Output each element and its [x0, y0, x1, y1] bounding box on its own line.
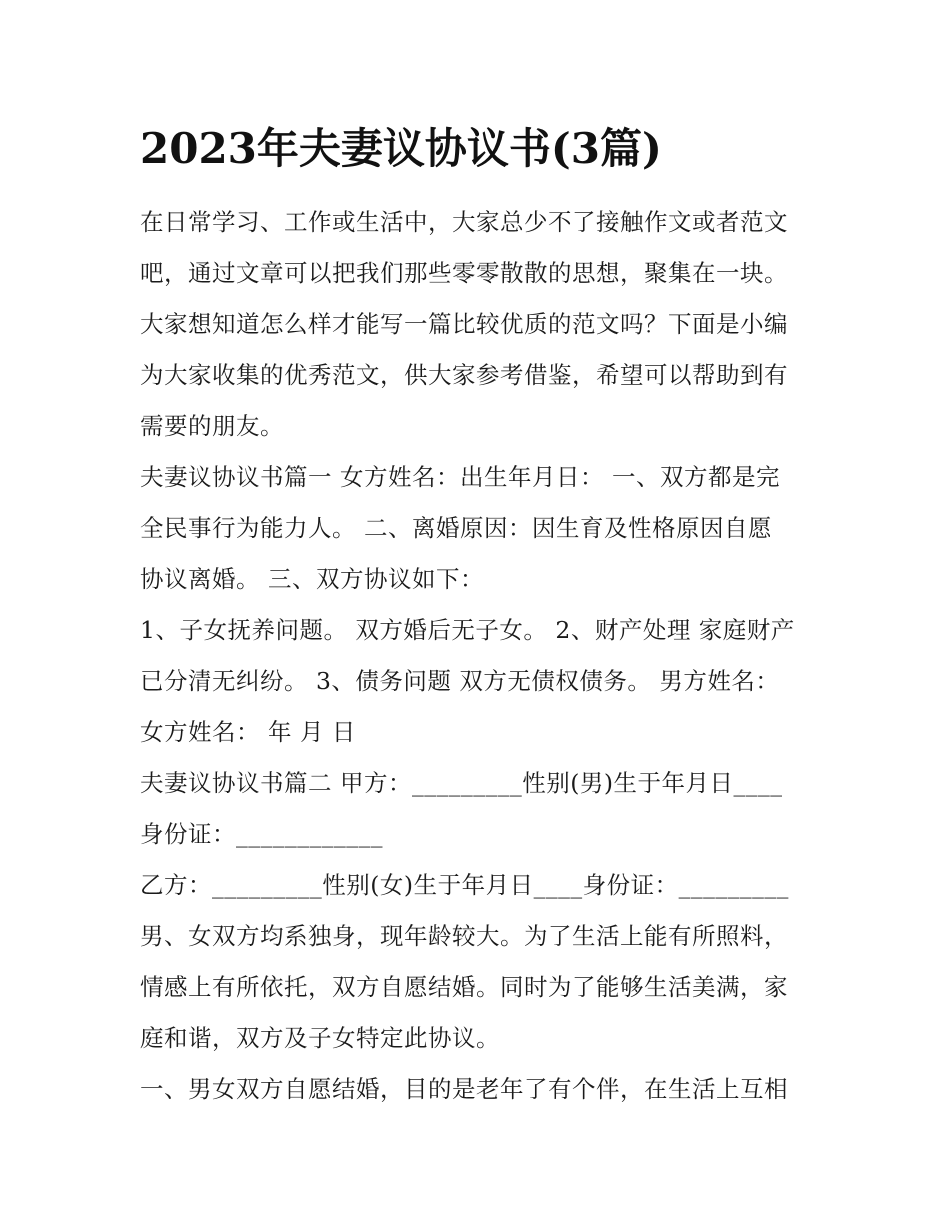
paragraph-line: 在日常学习、工作或生活中，大家总少不了接触作文或者范文 — [140, 208, 788, 236]
paragraph-line: 大家想知道怎么样才能写一篇比较优质的范文吗？下面是小编 — [140, 310, 788, 338]
paragraph-line: 夫妻议协议书篇一 女方姓名：出生年月日： 一、双方都是完 — [140, 463, 780, 491]
paragraph-line: 全民事行为能力人。 二、离婚原因：因生育及性格原因自愿 — [140, 514, 772, 542]
document-title: 2023年夫妻议协议书(3篇) — [140, 124, 662, 173]
paragraph-line: 已分清无纠纷。 3、债务问题 双方无债权债务。 男方姓名： — [140, 667, 780, 695]
paragraph-line: 1、子女抚养问题。 双方婚后无子女。 2、财产处理 家庭财产 — [140, 616, 795, 644]
paragraph-line: 协议离婚。 三、双方协议如下： — [140, 565, 484, 593]
paragraph-line: 情感上有所依托，双方自愿结婚。同时为了能够生活美满，家 — [140, 973, 788, 1001]
paragraph-line: 身份证：____________ — [140, 820, 383, 848]
paragraph-line: 庭和谐，双方及子女特定此协议。 — [140, 1024, 500, 1052]
paragraph-line: 女方姓名： 年 月 日 — [140, 718, 356, 746]
paragraph-line: 男、女双方均系独身，现年龄较大。为了生活上能有所照料， — [140, 922, 788, 950]
paragraph-line: 一、男女双方自愿结婚，目的是老年了有个伴，在生活上互相 — [140, 1075, 788, 1103]
paragraph-line: 乙方：_________性别(女)生于年月日____身份证：_________ — [140, 871, 789, 899]
paragraph-line: 需要的朋友。 — [140, 412, 284, 440]
paragraph-line: 夫妻议协议书篇二 甲方：_________性别(男)生于年月日____ — [140, 769, 783, 797]
paragraph-line: 为大家收集的优秀范文，供大家参考借鉴，希望可以帮助到有 — [140, 361, 788, 389]
paragraph-line: 吧，通过文章可以把我们那些零零散散的思想，聚集在一块。 — [140, 259, 788, 287]
